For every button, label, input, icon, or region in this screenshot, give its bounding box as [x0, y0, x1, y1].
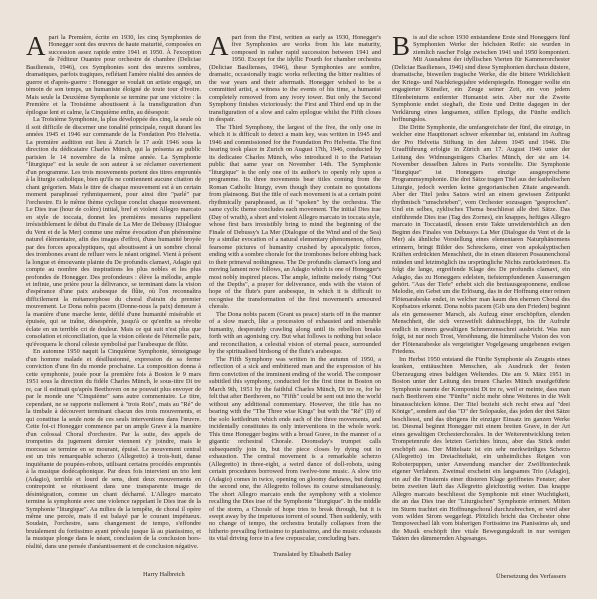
translator-credit-de: Übersetzung des Verfassers — [496, 573, 567, 580]
drop-cap-de: B — [392, 34, 411, 61]
translator-credit-en: Translated by Elisabeth Bailey — [273, 551, 352, 558]
paragraph-en-4: The Fifth Symphony was written in the autumn of 1950, a reflection of a sick and embittered man and the expression of his firm conviction of the imminent ending of the world. The composer subtitled this symphony, conducted for the first time in Boston on March 9th, 1951 by the faithful Charles Münch, Di tre re, for he felt that after Beethoven, no "Fifth" could be sent out into the world without any additional commentary. However, the title has no bearing with the "The Three wise Kings" but with the "Ré" (D) of the solo kettledrum which ends each of the three movements, and incidentally constitutes its only interventions in the whole work. This time Honegger begins with a broad Grave, in the manner of a gigantic orchestral Chorale. Doomsday's trumpet calls subsequently join in, but the piece closes by dying out in exhaustion. The central movement is a remarkable scherzo (Allegretto) in three-eight, a weird dance of doll-robots, using certain procedures borrowed from twelve-tone music. A slow trio (Adagio) comes in twice, opening on gloomy darkness, but during the second one, the Allegretto follows its course simultaneously. The short Allegro marcato ends the symphony with a violence recalling the Dies irae of the Symphonie "liturgique". In the middle of the storm, a Chorale of hope tries to break through, but it is swept away by the impetuous torrent of sound. Then suddenly, with no change of tempo, the orchestra brutally collapses from the hitherto prevailing fortissimo to pianissimo, and the music exhausts its vital driving force in a few crepuscular, concluding bars. — [209, 355, 381, 543]
french-notes-column — [26, 34, 201, 554]
paragraph-en-1: part from the First, written as early as 1930, Honegger's five Symphonies are works from his late maturity, composed in rather rapid succession between 1941 and 1950. Except for the idyllic Fourth for chamber orchestra (Deliciae Basilienses, 1946), these Symphonies are sombre, dramatic, occasionally tragic works reflecting the bitter realities of the war years and their aftermath. Honegger wished to be a committed artist, a witness to the events of his time, a humanist completely removed from any ivory tower. But only the Second Symphony finishes victoriously: the First and Third end up in the transfiguration of a slow and calm epilogue whilst the Fifth closes in despair. — [209, 34, 381, 124]
paragraph-de-2: Die Dritte Symphonie, die umfangreichste der fünf, die einzige, in welcher eine Haupttonart schwer erkennbar ist, entstand im Auftrag der Pro Helvetia Stiftung in den Jahren 1945 und 1946. Die Uraufführung erfolgte in Zürich am 17. August 1946 unter der Leitung des Widmungsträgers Charles Münch, der sie am 14. November desselben Jahres in Paris vorstellte. Die Symphonie "liturgique" ist Honeggers einzige ausgesprochene Programmsymphonie. Die drei Sätze tragen Titel aus der katholischen Liturgie, jedoch werden keine gregorianischen Zitate angewandt. Aber der Titel jedes Satzes wird an einem gewissen Zeitpunkt rhythmisch "umschrieben", vom Orchester sozusagen "gesprochen". Und ein selbes, zyklisches Thema beschliesst alle drei Sätze. Das einführende Dies irae (Tag des Zornes), ein knappes, heftiges Allegro marcato in Toccatastil, dessen erste Takte unwiderstehlich an den Beginn des Finales von Debussys La Mer (Dialogue du Vent et de la Mer) als ähnliche Vorstellung eines elementaren Naturphänomens erinnern, bringt Bilder des Schreckens, einer von apokalyptischen Kräften erdrückten Menschheit, die in einen düsteren Posaunenchoral münden und letztmöglich ins ursprüngliche Nichts zurückströmen. Es folgt die lange, ergreifende Klage des De profundis clamavi, ein Adagio, das zu Honeggers edelsten, tiefstempfundenen Äusserungen gehört. "Aus der Tiefe" erhebt sich die breitausgesponnene, endlose Melodie, ein Gebet um die Erlösung, das in der Hoffnung einer reinen Flötenarabeske endet, in welcher man kaum den ehernen Choral des Kopfsatzes erkennt. Dona nobis pacem (Gib uns den Frieden) beginnt als ein gemessener Marsch, als Aufzug einer erschöpften, elenden Menschheit, die sich verzweifelt dahinschleppt, bis ihr Aufruhr endlich in einem gewaltigen Schmerzensschrei ausbricht. Was nun folgt, ist nur noch Trost, Versöhnung, die himmlische Vision des von der Flötenarabeske als vergeistigter Vogelgesang umgebenen ewigen Friedens. — [392, 123, 570, 356]
german-notes-column — [384, 34, 570, 554]
paragraph-fr-2: La Troisième Symphonie, la plus développée des cinq, la seule où il soit difficile de discerner une tonalité principale, requit durant les années 1945 et 1946 sur commande de la Fondation Pro Helvetia. La première audition eut lieu à Zurich le 17 août 1946 sous la direction du dédicataire Charles Münch, qui la présenta au public parisien le 14 novembre de la même année. La Symphonie "liturgique" est la seule de son auteur à se réclamer ouvertement d'un programme. Les trois mouvements portent des titres empruntés à la liturgie catholique, bien qu'ils ne contiennent aucune citation de chant grégorien. Mais le titre de chaque mouvement est à un certain moment paraphrasé rythmiquement, pour ainsi dire "parlé" par l'orchestre. Et le même thème cyclique conclut chaque mouvement. Le Dies irae (hour de colère) initial, bref et violent Allegro marcato en style de toccata, donnet les premières mesures rappellent irrésistiblement le début du Finale de La Mer de Debussy (Dialogue du Vent et de la Mer) comme une même évocation d'un phénomène naturel élémentaire, afin des images d'effroi, d'une humanité broyée par des forces apocalyptiques, qui aboutissent à un sombre choral des trombones avant de refluer vers le néant originel. Vient à présent la longue et émouvante plainte du De profundis clamavi, Adagio qui compte au nombre des inspirations les plus nobles et les plus profondes de Honegger. Des profondeurs : élève la mélodie, ample et infinie, une prière pour la délivrance, se terminant dans la vision d'espérance d'une paix arabesque de flûte, où l'on reconnaîtra difficilement la métamorphose du choral d'airain du premier mouvement. Le Dona nobis pacem (Donne-nous la paix) demeure à la manière d'une marche lente, défilé d'une humanité misérable et épuisée, qui se traîne, désespérée, jusqu'à ce qu'enfin sa révolte éclate en un terrible cri de douleur. Mais ce qui suit n'est plus que consolation et réconciliation, que la vision céleste de l'éternelle paix, qu'évoquera le choral céleste symbolisé par l'arabesque de flûte. — [26, 116, 201, 348]
paragraph-en-2: The Third Symphony, the largest of the five, the only one in which it is difficult to detect a main key, was written in 1945 and 1946 and commissioned for the Foundation Pro Helvetia. The first hearing took place in Zurich on August 17th, 1946, conducted by its dedicatee Charles Münch, who introduced it to the Parisian public that same year on November 14th. The Symphonie "liturgique" is the only one of its author's to openly rely upon a programme. Its three movements bear titles coming from the Roman Catholic liturgy, even though they contain no quotations from plainsong. But the title of each movement is at a certain point rhythmically paraphrased, as if "spoken" by the orchestra. The same cyclic theme concludes each movement. The initial Dies irae (Day of wrath), a short and violent Allegro marcato in toccata style, whose first bars irresistibly bring to mind the beginning of the Finale of Debussy's La Mer (Dialogue of the Wind and of the Sea) by a similar evocation of a natural elementary phenomenon, offers fearsome pictures of humanity crushed by apocalyptic forces, ending with a sombre chorale for the trombones before ebbing back to their primeval nothingness. The De profundis clamavi's long and moving lament now follows, an Adagio which is one of Honegger's most nobly inspired pieces. The ample, infinite melody rising "Out of the Depths", a prayer for deliverance, ends with the vision of hope of the flute's pure arabesque, in which it is difficult to recognise the transformation of the first movement's armoured chorale. — [209, 123, 381, 311]
drop-cap-fr: A — [26, 34, 46, 61]
paragraph-fr-3: En automne 1950 naquit la Cinquième Symphonie, témoignage d'un homme malade et désillusionné, expression de sa ferme conviction d'une fin du monde prochaine. La composition donna à cette symphonie, jouée pour la première fois à Boston le 9 mars 1951 sous la direction du fidèle Charles Münch, le sous-titre Di tre re, car il estimait qu'après Beethoven on ne pouvait plus envoyer de par le monde une "Cinquième" sans autre commentaire. Le titre, cependant, ne se rapporte nullement à "trois Rois", mais au "Ré" de la timbale à découvert terminant chacun des trois mouvements, et qui constitue la seule note de ces seuls interventions dans l'œuvre. Cette foi-ci Honegger commence par un ample Grave à la manière d'un colossal Choral d'orchestre. Par la suite, des appels de trompettes du jugement dernier viennent s'y joindre, mais le morceau se termine en se mourant, épuisé. Le mouvement central est un très remarquable scherzo (Allegretto) à trois-huit, danse inquiétante de poupées-robots, utilisant certains procédés empruntés à la musique dodécaphonique. Par deux fois intervient un trio lent (Adagio), terrible et lourd de sens, dont deux mouvements en contrepoint se réunissent dans une transparente image de désintégration, comme un chant décharné. L'Allegro marcato termine la symphonie avec une violence rappelant le Dies irae de la Symphonie "liturgique". Au milieu de la tempête, de choral il opère même une percée, mais il est balayé par le courant impétueux. Soudain, l'orchestre, sans changement de tempo, s'effondre brutalement du fortissimo ayant prévalu jusque là au pianissimo, et la musique plonge dans le néant, conclusion de la conclusion hors-réalité, dans une pensée d'anéantissement et de conclusion négative. — [26, 348, 201, 550]
paragraph-en-3: The Dona nobis pacem (Grant us peace) starts off in the manner of a slow march, like a procession of exhausted and miserable humanity, desperately crawling along until its rebellion breaks forth with an agonising cry. But what follows is nothing but solace and reconciliation, a celestial vision of eternal peace, surrounded by the spiritualised birdsong of the flute's arabesque. — [209, 310, 381, 356]
english-notes-column — [201, 34, 381, 554]
author-credit-fr: Harry Halbreich — [143, 571, 185, 578]
paragraph-de-1: is auf die schon 1930 entstandene Erste sind Honeggers fünf Symphonien Werke der höchsten Reife: sie wurden in ziemlich rascher Folge zwischen 1941 und 1950 komponiert. Mit Ausnahme der idyllischen Vierten für Kammerorchester (Deliciae Basilienses, 1946) sind diese Symphonien durchaus düstere, dramatische, bisweilen tragische Werke, die die bittere Wirklichkeit der Kriegs- und Nachkriegsjahre widerspiegeln. Honegger wollte ein engagierter Künstler, ein Zeuge seiner Zeit, ein von jedem Elfenbeinturm entfernter Humanist sein. Aber nur die Zweite Symphonie endet sieghaft, die Erste und Dritte dagegen in der Verklärung eines langsamen, stillen Epilogs, die Fünfte endlich hoffnungslos. — [392, 34, 570, 124]
paragraph-fr-1: part la Première, écrite en 1930, les cinq Symphonies de Honegger sont des œuvres de haute maturité, composées en succession assez rapide entre 1941 et 1950. À l'exception de l'éditeur Ouantre pour orchestre de chambre (Deliciae Basiliensis, 1946), ces Symphonies sont des œuvres sombres, dramatiques, parfois tragiques, reflétant l'amère réalité des années de guerre et d'après-guerre : Honegger se voulait un artiste engagé, un témoin de son temps, un humaniste éloigné de toute tour d'ivoire. Mais seule la Deuxième Symphonie se termine par une victoire : la Première et la Troisième aboutissent à la transfiguration d'un épilogue lent et calme, la Cinquième enfin, au désespoir. — [26, 34, 201, 116]
paragraph-de-3: Im Herbst 1950 entstand die Fünfte Symphonie als Zeugnis eines kranken, enttäuschten Menschen, als Ausdruck der festen Überzeugung eines baldigen Weltendes. Die am 9. März 1951 in Boston unter der Leitung des treuen Charles Münch uraufgeführte Symphonie nannte der Komponist Di tre re, weil er meinte, dass man nach Beethoven eine "Fünfte" nicht mehr ohne Weiteres in die Welt hinausschicken könne. Der Titel bezieht sich recht etwa auf "drei Könige", sondern auf das "D" der Solopauke, das jeden der drei Sätze beschliesst, und das übrigens ihr einziger Einsatz im ganzen Werke ist. Diesmal beginnt Honegger mit einem breiten Grave, in der Art eines gewaltigen Orchesterchorales. In der Weiterentwicklung treten Trompetenrufe des letzten Gerichtes hinzu, aber das Stück endet erschöpft aus. Der Mittelsatz ist ein sehr merkwürdiges Scherzo (Allegretto) im Dreiachteltakt, ein unheimliches Reigen von Roboterpuppen, unter Anwendung mancher der Zwölftontechnik eigener Verfahren. Zweimal erscheint ein langsames Trio (Adagio), ein auf die Finsternis einer düsteren Klage geöffnetes Fenster; aber beim zweiten läuft das Allegretto gleichzeitig weiter. Das knappe Allegro marcato beschliesst die Symphonie mit einer Wuchtigkeit, die an das Dies irae der "Liturgischen" Symphonie erinnert. Mitten im Sturm trachtet ein Hoffnungschoral durchzubrechen, er wird aber vom wilden Strom weggefegt. Plötzlich bricht das Orchester ohne Tempowechsel läh vom bisherigen Fortissimo ins Pianissimo ab, und die Musik erschöpft ihre vitale Bewegungskraft in nur wenigen Takten des dämmernden Abgesanges. — [392, 355, 570, 543]
drop-cap-en: A — [209, 34, 229, 61]
